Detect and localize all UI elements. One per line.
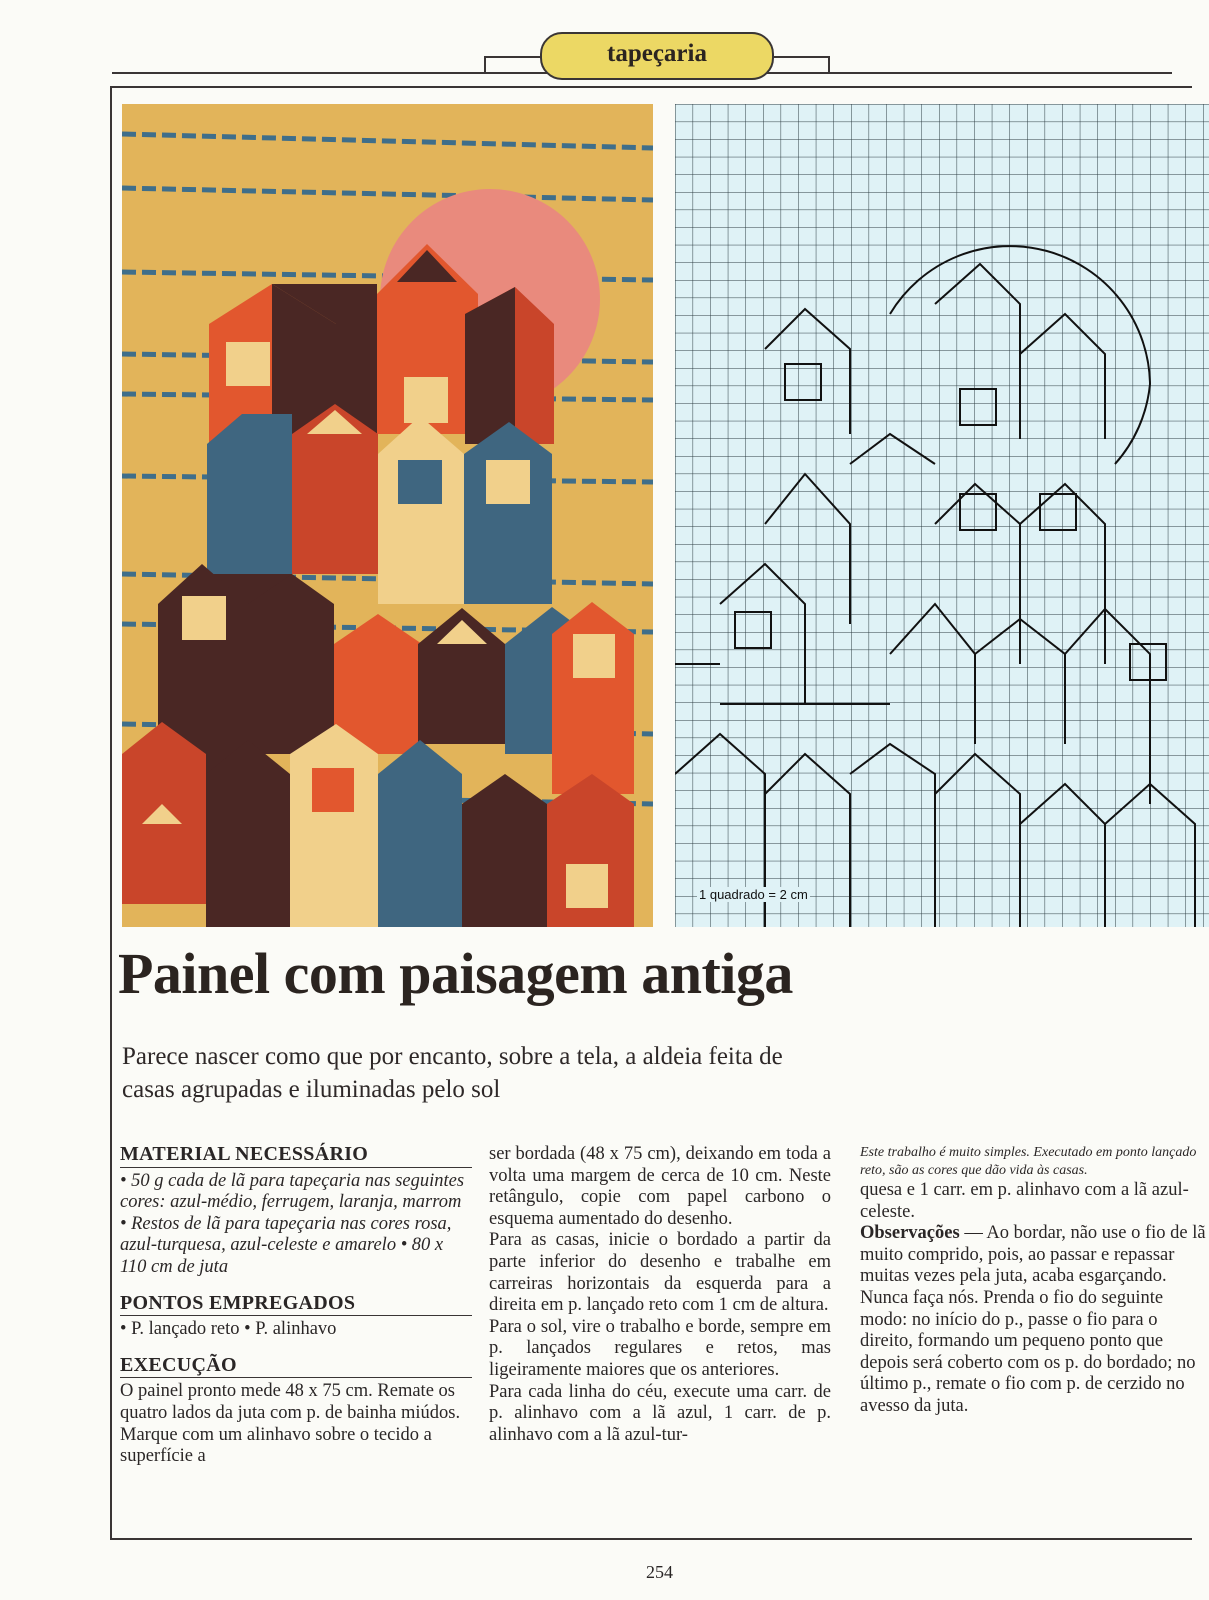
execucao-heading: EXECUÇÃO <box>120 1355 472 1379</box>
pontos-text: • P. lançado reto • P. alinhavo <box>120 1319 337 1340</box>
section-tab: tapeçaria <box>540 32 774 80</box>
col3-paragraph-2: Nunca faça nós. Prenda o fio do seguinte modo: no início do p., passe o fio para o direito, formando um pequeno ponto que depois será coberto com os p. do bordado; no último p., remate o fio com p. de cerzido no avesso da juta. <box>860 1287 1196 1416</box>
execucao-text: O painel pronto mede 48 x 75 cm. Remate os quatro lados da juta com p. de bainha miúdos. Marque com um alinhavo sobre o tecido a superfície a <box>120 1381 461 1467</box>
header-ornament-right <box>770 56 830 74</box>
observacoes-text: — Ao bordar, não use o fio de lã muito comprido, pois, ao passar e repassar muitas vezes pela juta, acaba esgarçando. <box>860 1223 1206 1287</box>
tapestry-photo <box>122 104 653 927</box>
col2-paragraph-4: Para cada linha do céu, execute uma carr. de p. alinhavo com a lã azul, 1 carr. de p. alinhavo com a lã azul-tur- <box>489 1381 831 1445</box>
pontos-heading: PONTOS EMPREGADOS <box>120 1293 472 1317</box>
article-subtitle: Parece nascer como que por encanto, sobre a tela, a aldeia feita de casas agrupadas e iluminadas pelo sol <box>122 1043 783 1103</box>
col2-paragraph-3: Para o sol, vire o trabalho e borde, sempre em p. lançados regulares e retos, mas ligeiramente maiores que os anteriores. <box>489 1316 831 1380</box>
observacoes-paragraph <box>860 1223 1209 1288</box>
header-ornament-left <box>484 56 544 74</box>
column-2 <box>489 1144 831 1446</box>
article-title: Painel com paisagem antiga <box>118 941 793 1006</box>
material-heading: MATERIAL NECESSÁRIO <box>120 1144 472 1168</box>
col3-paragraph-1: quesa e 1 carr. em p. alinhavo com a lã azul-celeste. <box>860 1180 1189 1222</box>
page-number: 254 <box>646 1562 673 1582</box>
column-3 <box>860 1144 1209 1418</box>
material-text: • 50 g cada de lã para tapeçaria nas seguintes cores: azul-médio, ferrugem, laranja, marrom • Restos de lã para tapeçaria nas cores rosa, azul-turquesa, azul-celeste e amarelo • 80 x 110 cm de juta <box>120 1170 465 1277</box>
col2-paragraph-1: ser bordada (48 x 75 cm), deixando em toda a volta uma margem de cerca de 10 cm. Neste retângulo, copie com papel carbono o esquema aumentado do desenho. <box>489 1144 831 1229</box>
photo-caption: Este trabalho é muito simples. Executado em ponto lançado reto, são as cores que dão vida às casas. <box>860 1145 1197 1178</box>
chart-scale-label: 1 quadrado = 2 cm <box>699 887 808 902</box>
col2-paragraph-2: Para as casas, inicie o bordado a partir da parte inferior do desenho e trabalhe em carreiras horizontais da esquerda para a direita em p. lançado reto com 1 cm de altura. <box>489 1230 831 1316</box>
observacoes-label: Observações <box>860 1223 960 1244</box>
column-1 <box>120 1144 472 1468</box>
pattern-chart <box>675 104 1209 927</box>
